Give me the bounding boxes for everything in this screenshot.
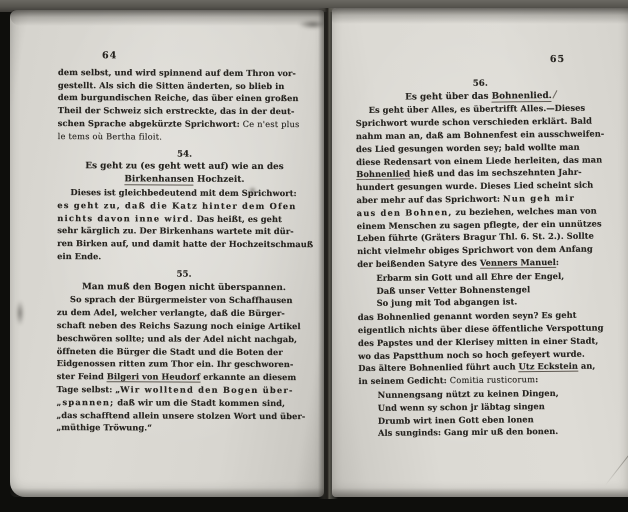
fraktur-text: : (535, 374, 539, 385)
pencil-underline: Birkenhansen (124, 174, 194, 185)
page-number: 65 (549, 53, 566, 65)
proverb-paragraph (56, 293, 311, 435)
pencil-underline: Venners Manuel (479, 256, 556, 268)
pencil-underline: Bohnenlied. (491, 90, 552, 102)
fraktur-text: zu beziehen, welches man von einem Menschen zu sagen pflegte, der ein unnützes Leben führte (Gräters Bragur Thl. 6. St. 2.). Sollte nicht vielmehr obiges Sprichwort von dem Anfang der beißenden Satyre des (356, 205, 602, 269)
fraktur-text: an, in seinem Gedicht: (358, 360, 596, 387)
section-number: 56. (472, 78, 488, 89)
section-heading (57, 160, 311, 187)
pencil-underline: Utz Eckstein (518, 361, 578, 372)
spaced-emphasis: Wir wolltend den Bogen über- „spannen; (56, 384, 294, 407)
proverb-paragraph (356, 102, 608, 271)
heading-rest: Hochzeit. (193, 174, 245, 185)
right-page (332, 8, 628, 497)
proverb-paragraph (358, 309, 609, 388)
section-number: 54. (176, 149, 193, 160)
right-page-text (355, 53, 609, 441)
antiqua-title: Comitia rusticorum (449, 374, 536, 386)
spaced-emphasis: Nun geh mir aus den Bohnen, (356, 192, 576, 218)
spaced-emphasis: es geht zu, daß die Katz hinter dem Ofen nichts davon inne wird. (57, 199, 297, 224)
verse-quote: Erbarm sin Gott und all Ehre der Engel, Daß unser Vetter Bohnenstengel So jung mit Tod abgangen ist. (376, 270, 565, 309)
fraktur-text: das Bohnenlied genannt worden seyn? Es geht eigentlich nichts über diese öffentliche Verspottung des Papstes und der Klerisey mitten in einer Stadt, wo das Papstthum noch so hoch gefeyert wurde. Das ältere Bohnenlied führt auch (357, 309, 604, 374)
fraktur-text: hieß und das im sechszehnten Jahr- hundert gesungen wurde. Dieses Lied scheint sich aber mehr auf das Sprichwort: (356, 167, 594, 205)
fraktur-text: Es geht über Alles, es übertrifft Alles.—Dieses Sprichwort wurde schon verschieden erklärt. Bald nahm man an, daß am Bohnenfest ein ausschweifen- des Lied gesungen worden sey; bald wollte man diese Redensart von einem Liede herleiten, das man (355, 102, 605, 167)
fraktur-text: So sprach der Bürgermeister von Schaffhausen zu dem Adel, welcher verlangte, daß die Bürger- schaft neben des Reichs Sazung noch einige Artikel beschwören sollte; und als der Adel nicht nachgab, öffneten die Bürger die Stadt und die Boten der Eidgenossen ritten zum Thor ein. Ihr geschworen- ster Feind (56, 294, 301, 382)
fraktur-text: daß wir um die Stadt kommen sind, „das schafftend allein unsere stolzen Wort und über- „müthige Tröwung.“ (56, 396, 306, 433)
pencil-tick-mark (553, 90, 558, 98)
fraktur-text: Dieses ist gleichbedeutend mit dem Sprichwort: (70, 187, 297, 199)
fraktur-text: Das heißt, es geht sehr kärglich zu. Der Birkenhans wartete mit dür- ren Birken auf, und damit hatte der Hochzeitschmauß ein Ende. (57, 213, 314, 262)
heading-text: Es geht über das (405, 91, 492, 103)
fraktur-text: : (555, 256, 559, 267)
fraktur-text: erkannte an diesem Tage selbst: „ (56, 371, 297, 395)
antiqua-quote: Ce n'est plus le tems où Bertha filoit. (57, 118, 300, 142)
pencil-underline: Bilgeri von Heudorf (106, 371, 201, 382)
section-heading: Man muß den Bogen nicht überspannen. (81, 281, 286, 293)
heading-line (57, 173, 311, 187)
proverb-paragraph (57, 186, 314, 264)
stain (16, 300, 24, 326)
left-page (10, 10, 324, 497)
heading-line: Es geht zu (es geht wett auf) wie an des (85, 161, 284, 173)
verse-quote: Nunnengsang nützt zu keinen Dingen, Und wenn sy schon jr läbtag singen Drumb wirt inen Gott eben lonen Als sunginds: Gang mir uß den bonen. (377, 387, 559, 439)
fraktur-text: dem selbst, und wird spinnend auf dem Thron vor- gestellt. Als sich die Sitten änderten, so blieb in dem burgundischen Reiche, das über einen großen Theil der Schweiz sich erstreckte, das in der deut- schen Sprache abgekürzte Sprichwort: (57, 66, 299, 129)
left-page-text (56, 50, 312, 435)
running-paragraph (58, 66, 312, 144)
section-number: 55. (176, 269, 192, 280)
page-number: 64 (101, 50, 118, 62)
pencil-underline: Bohnenlied (356, 168, 411, 180)
